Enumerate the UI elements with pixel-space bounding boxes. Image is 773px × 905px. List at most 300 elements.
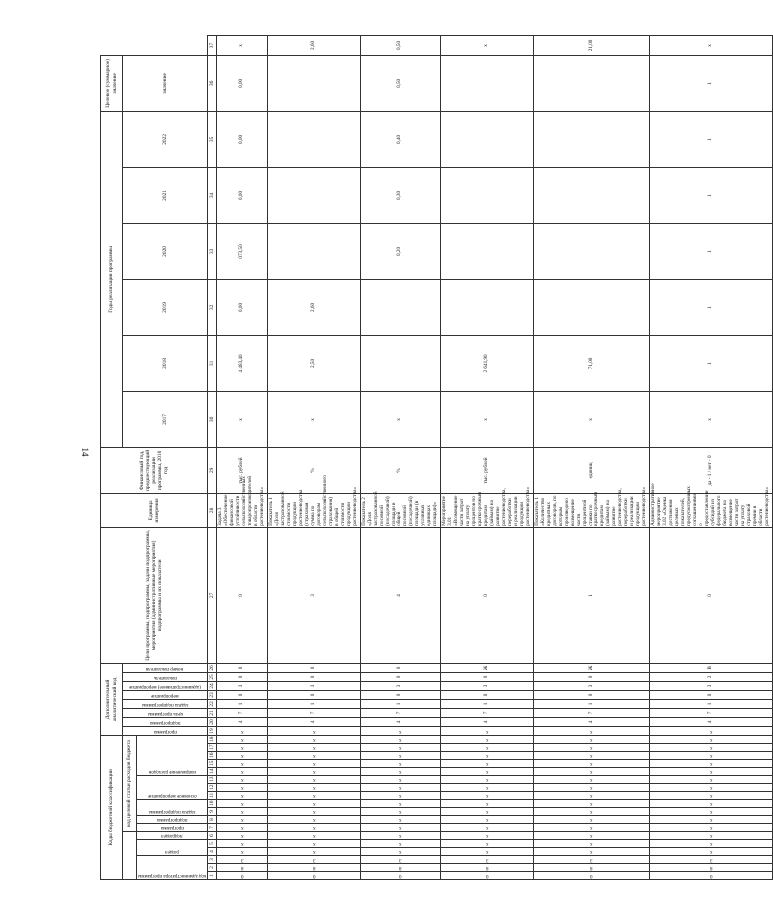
code-cell: х — [650, 768, 772, 776]
additional-code-cell: 0 — [217, 663, 268, 672]
add-col-goal: цель программы — [123, 708, 208, 717]
code-cell: х — [360, 824, 441, 832]
code-cell: х — [441, 735, 534, 743]
code-cell: 3 — [268, 856, 361, 864]
page-number: 14 — [80, 447, 90, 457]
code-cell: х — [650, 726, 772, 735]
year-value-cell: 0,30 — [360, 167, 441, 223]
admin-code-group — [123, 832, 137, 880]
code-cell: 0 — [533, 872, 649, 880]
unit-cell: тыс. рублей — [217, 447, 268, 493]
final-value-cell: 2,60 — [268, 36, 361, 56]
unit-cell: тыс. рублей — [441, 447, 534, 493]
year-value-cell — [360, 279, 441, 335]
year-value-cell: 1 — [650, 335, 772, 391]
column-number: 37 — [208, 36, 217, 56]
code-cell: х — [650, 824, 772, 832]
additional-code-cell: 3 — [360, 681, 441, 690]
additional-code-cell: 4 — [650, 717, 772, 726]
column-number: 36 — [208, 55, 217, 111]
year-value-cell: 1 — [650, 279, 772, 335]
program-element-name: Показатель 2 «Доля застрахованной посевной (посадочной) площади в общей посевной (посадочной) площади (в условных единицах площади)» — [360, 493, 441, 527]
code-cell: х — [268, 816, 361, 824]
code-cell: х — [533, 784, 649, 792]
code-cell: х — [268, 744, 361, 752]
add-col-event: мероприятие — [123, 690, 208, 699]
code-cell: х — [217, 768, 268, 776]
code-cell: х — [650, 816, 772, 824]
code-cell: х — [217, 848, 268, 856]
year-value-cell — [533, 55, 649, 111]
code-cell: х — [268, 840, 361, 848]
final-value-cell: х — [650, 36, 772, 56]
code-cell: х — [650, 792, 772, 800]
column-number: 10 — [209, 800, 216, 806]
column-number: 4 — [208, 848, 217, 856]
code-cell: х — [441, 848, 534, 856]
code-cell: 8 — [360, 864, 441, 872]
additional-code-cell: 7 — [360, 708, 441, 717]
additional-code-cell: 0 — [650, 690, 772, 699]
column-number: 5 — [208, 840, 217, 848]
code-cell: х — [217, 832, 268, 840]
additional-code-cell: 0 — [268, 663, 361, 672]
code-cell: х — [441, 768, 534, 776]
year-value-cell — [441, 279, 534, 335]
table-row — [217, 36, 268, 880]
code-cell: х — [360, 816, 441, 824]
additional-code-cell: 0 — [441, 527, 534, 663]
year-value-cell: 1 — [650, 223, 772, 279]
code-cell: х — [360, 760, 441, 768]
program-element-name: Показатель 1 «Количество кредитных договоров, по которым произведено возмещение части процентной ставки по краткосрочным кредитам (займам) на развитие растениеводства, переработки и реализации продукции растениеводства» — [533, 493, 649, 527]
year-value-cell: 0,40 — [360, 111, 441, 167]
code-cell: х — [268, 784, 361, 792]
code-cell: 0 — [217, 872, 268, 880]
code-cell: х — [360, 752, 441, 760]
code-main-event: основное мероприятие — [137, 776, 208, 800]
additional-code-cell: 0 — [441, 690, 534, 699]
code-cell: х — [360, 800, 441, 808]
table-row — [441, 36, 534, 880]
additional-code-cell: 4 — [217, 717, 268, 726]
column-number: 7 — [208, 824, 217, 832]
table-row — [268, 36, 361, 880]
additional-code-cell: 0 — [360, 663, 441, 672]
year-value-cell — [533, 111, 649, 167]
years-header: Годы реализации программы — [101, 111, 123, 447]
year-value-cell — [360, 335, 441, 391]
code-cell: х — [533, 840, 649, 848]
code-cell: х — [650, 840, 772, 848]
additional-code-cell: 3 — [268, 681, 361, 690]
unit-cell: % — [360, 447, 441, 493]
additional-code-cell: 1 — [268, 699, 361, 708]
column-number: 32 — [208, 279, 217, 335]
year-value-cell: 1 — [650, 167, 772, 223]
additional-code-cell: Ж — [441, 663, 534, 672]
code-cell: 3 — [217, 856, 268, 864]
code-cell: х — [360, 792, 441, 800]
code-cell: х — [533, 848, 649, 856]
add-col-task: задача подпрограммы — [123, 699, 208, 708]
additional-code-cell: 7 — [650, 708, 772, 717]
code-cell: х — [650, 744, 772, 752]
code-cell: х — [533, 800, 649, 808]
additional-code-cell: 7 — [533, 708, 649, 717]
year-value-cell: 0,20 — [360, 223, 441, 279]
code-admin: код администратора программы — [137, 856, 208, 880]
code-cell: х — [533, 768, 649, 776]
program-table-sheet — [100, 35, 770, 880]
year-value-cell: 073,50 — [217, 223, 268, 279]
unit-cell: % — [268, 447, 361, 493]
code-cell: х — [650, 784, 772, 792]
column-number: 19 — [209, 728, 216, 734]
column-number: 15 — [209, 760, 216, 766]
column-number: 17 — [209, 744, 216, 750]
add-col-indicator: показатель — [123, 672, 208, 681]
code-cell: х — [268, 808, 361, 816]
code-cell: х — [360, 726, 441, 735]
year-value-cell — [533, 223, 649, 279]
code-cell: х — [217, 752, 268, 760]
column-number: 35 — [208, 111, 217, 167]
year-2022: 2022 — [123, 111, 208, 167]
year-value-cell — [441, 55, 534, 111]
code-cell: 0 — [268, 872, 361, 880]
year-2018: 2018 — [123, 335, 208, 391]
code-cell: х — [650, 848, 772, 856]
code-cell: х — [650, 832, 772, 840]
column-number: 20 — [209, 719, 216, 725]
code-cell: х — [533, 776, 649, 784]
year-value-cell — [268, 223, 361, 279]
add-col-program: программа — [123, 726, 208, 735]
column-number: 34 — [208, 167, 217, 223]
code-cell: х — [217, 726, 268, 735]
year-value-cell — [268, 111, 361, 167]
base-year-cell: х — [533, 391, 649, 447]
additional-code-cell: В — [650, 663, 772, 672]
additional-code-header: Дополнительный аналитический код — [101, 663, 123, 735]
year-value-cell — [533, 167, 649, 223]
code-cell: х — [268, 726, 361, 735]
additional-code-cell: 0 — [217, 672, 268, 681]
year-value-cell: 2 641,90 — [441, 335, 534, 391]
additional-code-cell: 4 — [441, 717, 534, 726]
year-value-cell — [268, 167, 361, 223]
year-value-cell: 0,00 — [217, 167, 268, 223]
code-cell: 8 — [441, 864, 534, 872]
year-2019: 2019 — [123, 279, 208, 335]
column-number: 12 — [209, 784, 216, 790]
code-cell: х — [650, 808, 772, 816]
program-element-name: Показатель 1 «Доля застрахованной стоимости продукции растениеводства (страховая сумма по договорам сельскохозяйственного страхования) в общей стоимости продукции растениеводства» — [268, 493, 361, 527]
year-value-cell: 4 483,40 — [217, 335, 268, 391]
additional-code-cell: 4 — [360, 717, 441, 726]
year-value-cell: 1 — [650, 111, 772, 167]
code-cell: х — [441, 744, 534, 752]
code-cell: х — [217, 840, 268, 848]
code-cell: 3 — [441, 856, 534, 864]
base-year-header: Финансовый год, предшествующий реализации программы, 2016 год — [101, 447, 208, 493]
final-value-cell: 0,50 — [360, 36, 441, 56]
code-cell: х — [360, 840, 441, 848]
additional-code-cell: 1 — [217, 699, 268, 708]
code-cell: х — [441, 808, 534, 816]
column-number: 9 — [208, 808, 217, 816]
table-body — [217, 36, 772, 880]
additional-code-cell: 1 — [360, 699, 441, 708]
year-value-cell — [441, 167, 534, 223]
column-number: 11 — [209, 792, 216, 798]
additional-code-cell: 0 — [441, 672, 534, 681]
year-value-cell: 0,50 — [360, 55, 441, 111]
year-value-cell: 0,00 — [217, 111, 268, 167]
code-cell: х — [360, 735, 441, 743]
code-cell: х — [441, 792, 534, 800]
year-value-cell — [441, 223, 534, 279]
code-cell: х — [441, 726, 534, 735]
code-cell: х — [441, 776, 534, 784]
code-cell: х — [360, 808, 441, 816]
table-row — [360, 36, 441, 880]
column-number: 25 — [209, 674, 216, 680]
code-cell: х — [441, 824, 534, 832]
column-number: 31 — [208, 335, 217, 391]
column-number: 22 — [209, 701, 216, 707]
code-program: программа — [137, 824, 208, 832]
additional-code-cell: 0 — [360, 690, 441, 699]
column-number: 2 — [208, 864, 217, 872]
year-value-cell: 2,50 — [268, 335, 361, 391]
column-number: 29 — [208, 447, 217, 493]
code-cell: х — [268, 735, 361, 743]
year-value-cell: 1 — [650, 55, 772, 111]
code-cell: х — [217, 800, 268, 808]
additional-code-cell: 0 — [268, 672, 361, 681]
code-cell: х — [268, 776, 361, 784]
additional-code-cell: 0 — [360, 672, 441, 681]
code-cell: х — [217, 792, 268, 800]
final-value-cell: х — [441, 36, 534, 56]
add-col-subprogram: подпрограмма — [123, 717, 208, 726]
code-cell: х — [217, 744, 268, 752]
code-cell: х — [268, 760, 361, 768]
additional-code-cell: 0 — [533, 672, 649, 681]
code-cell: х — [217, 776, 268, 784]
column-number: 16 — [209, 752, 216, 758]
year-value-cell — [533, 279, 649, 335]
column-number: 30 — [208, 391, 217, 447]
code-cell: х — [268, 768, 361, 776]
code-cell: х — [650, 800, 772, 808]
additional-code-cell: 4 — [533, 717, 649, 726]
code-cell: х — [268, 832, 361, 840]
code-cell: х — [533, 735, 649, 743]
code-cell: 0 — [650, 872, 772, 880]
code-cell: х — [217, 824, 268, 832]
code-cell: х — [533, 832, 649, 840]
additional-code-cell: 1 — [533, 527, 649, 663]
additional-code-cell: 3 — [650, 681, 772, 690]
code-cell: 8 — [650, 864, 772, 872]
code-cell: х — [360, 832, 441, 840]
additional-code-cell: 0 — [533, 690, 649, 699]
code-cell: х — [360, 776, 441, 784]
final-value-cell: х — [217, 36, 268, 56]
code-cell: х — [533, 808, 649, 816]
code-cell: х — [268, 792, 361, 800]
additional-code-cell: 0 — [268, 690, 361, 699]
additional-code-cell: 0 — [217, 690, 268, 699]
column-number: 6 — [208, 832, 217, 840]
program-element-name: Задача 3 «Обеспечение финансовой устойчивости сельскохозяйственных товаропроизводителей в области растениеводства» — [217, 493, 268, 527]
column-number: 3 — [208, 856, 217, 864]
code-cell: х — [360, 848, 441, 856]
table-row — [533, 36, 649, 880]
final-header: Целевое (суммарное) значение — [101, 55, 123, 111]
column-numbers-row — [208, 36, 217, 880]
code-cell: х — [268, 800, 361, 808]
additional-code-cell: 7 — [217, 708, 268, 717]
code-cell: х — [533, 726, 649, 735]
column-number: 13 — [209, 776, 216, 782]
additional-code-cell: 1 — [441, 699, 534, 708]
additional-code-cell: 7 — [268, 708, 361, 717]
program-element-name: Мероприятие 3.01 «Возмещение части затрат на уплату процентов по краткосрочным кредитам (займам) на развитие растениеводства, переработки и реализации продукции растениеводства» — [441, 493, 534, 527]
code-subprogram: подпрограмма — [137, 816, 208, 824]
code-cell: 8 — [217, 864, 268, 872]
year-2020: 2020 — [123, 223, 208, 279]
base-year-cell: х — [650, 391, 772, 447]
column-number: 14 — [209, 768, 216, 774]
code-cell: х — [360, 784, 441, 792]
code-cell: 8 — [533, 864, 649, 872]
column-number: 27 — [208, 527, 217, 663]
additional-code-cell: 4 — [360, 527, 441, 663]
additional-code-cell: 1 — [650, 699, 772, 708]
code-subsection: подраздел — [137, 832, 208, 840]
additional-code-cell: 2 — [650, 672, 772, 681]
code-direction: направление расходов — [137, 735, 208, 775]
column-number: 33 — [208, 223, 217, 279]
code-cell: х — [268, 848, 361, 856]
unit-cell: да - 1 / нет - 0 — [650, 447, 772, 493]
code-cell: х — [533, 792, 649, 800]
base-year-cell: х — [441, 391, 534, 447]
program-element-header: Цели программы, подпрограммы, задачи подпрограммы, мероприятия (административные мероприятия) подпрограммы и их показатели — [101, 527, 208, 663]
code-section: раздел — [137, 840, 208, 856]
code-cell: х — [360, 744, 441, 752]
additional-code-cell: 3 — [217, 681, 268, 690]
code-cell: х — [441, 784, 534, 792]
additional-code-cell: 7 — [441, 708, 534, 717]
final-sub: значение — [123, 55, 208, 111]
column-number: 8 — [208, 816, 217, 824]
code-cell: 3 — [533, 856, 649, 864]
additional-code-cell: 1 — [533, 699, 649, 708]
additional-code-cell: 3 — [268, 527, 361, 663]
code-cell: х — [441, 800, 534, 808]
program-element-name: Административное мероприятие 3.02 «Оценка достижения целевых показателей, предусмотренных соглашениями о предоставлении субсидий из федерального бюджета на возмещение части затрат на уплату страховой премии в области растениеводства» — [650, 493, 772, 527]
code-cell: х — [650, 752, 772, 760]
code-cell: х — [533, 752, 649, 760]
code-cell: х — [217, 816, 268, 824]
add-col-admin-event: (административное) мероприятие — [123, 681, 208, 690]
additional-code-cell: 3 — [533, 681, 649, 690]
additional-code-cell: 0 — [217, 527, 268, 663]
code-cell: х — [268, 752, 361, 760]
additional-code-cell: 4 — [268, 717, 361, 726]
codes-header: Коды бюджетной классификации — [101, 735, 123, 879]
code-cell: х — [217, 760, 268, 768]
year-value-cell: 0,00 — [217, 279, 268, 335]
additional-code-cell: 0 — [650, 527, 772, 663]
column-number: 24 — [209, 683, 216, 689]
column-number: 23 — [209, 692, 216, 698]
code-cell: х — [533, 760, 649, 768]
year-2021: 2021 — [123, 167, 208, 223]
column-number: 1 — [208, 872, 217, 880]
code-cell: х — [217, 784, 268, 792]
rotated-page — [100, 35, 770, 880]
code-cell: х — [441, 840, 534, 848]
final-value-cell: 21,00 — [533, 36, 649, 56]
code-task: задача подпрограммы — [137, 800, 208, 816]
table-row — [650, 36, 772, 880]
additional-code-cell: Ж — [533, 663, 649, 672]
code-cell: х — [441, 816, 534, 824]
base-year-cell: х — [217, 391, 268, 447]
code-cell: х — [441, 760, 534, 768]
code-cell: х — [533, 824, 649, 832]
code-cell: х — [217, 735, 268, 743]
column-number: 26 — [209, 665, 216, 671]
year-value-cell: 0,00 — [217, 55, 268, 111]
unit-cell: единиц — [533, 447, 649, 493]
target-article-header: код целевой статьи расходов бюджета — [123, 735, 137, 831]
code-cell: 0 — [360, 872, 441, 880]
code-cell: х — [650, 735, 772, 743]
column-number: 28 — [208, 493, 217, 527]
code-cell: х — [360, 768, 441, 776]
program-indicators-table — [100, 35, 773, 880]
additional-code-cell: 3 — [441, 681, 534, 690]
code-cell: х — [268, 824, 361, 832]
code-cell: 3 — [360, 856, 441, 864]
code-cell: 3 — [650, 856, 772, 864]
year-value-cell: 2,60 — [268, 279, 361, 335]
code-cell: х — [533, 744, 649, 752]
code-cell: 0 — [441, 872, 534, 880]
code-cell: х — [650, 760, 772, 768]
column-number: 21 — [209, 710, 216, 716]
year-value-cell — [441, 111, 534, 167]
base-year-cell: х — [360, 391, 441, 447]
year-value-cell — [268, 55, 361, 111]
year-2017: 2017 — [123, 391, 208, 447]
base-year-cell: х — [268, 391, 361, 447]
column-number: 18 — [209, 736, 216, 742]
code-cell: х — [441, 832, 534, 840]
code-cell: х — [533, 816, 649, 824]
add-col-indicator-number: номер показателя — [123, 663, 208, 672]
code-cell: 8 — [268, 864, 361, 872]
code-cell: х — [441, 752, 534, 760]
code-cell: х — [650, 776, 772, 784]
